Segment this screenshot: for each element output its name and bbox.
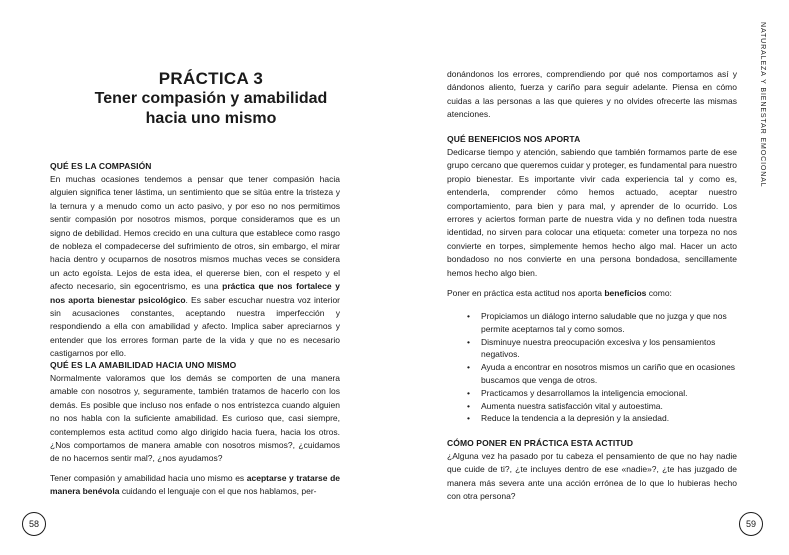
right-page: [395, 0, 789, 555]
section-continuation: [447, 68, 737, 122]
list-item: • Disminuye nuestra preocupación excesiva y los pensamientos negativos.: [463, 336, 737, 362]
continuation-body: donándonos los errores, comprendiendo por qué nos comportamos así y dándonos aliento, fuerza y cariño para seguir adelante. Piensa en cómo cuidas a las personas a las que quieres y no olvides ofrecerte las mismas atenciones.: [447, 69, 737, 120]
practice-title: [80, 68, 342, 129]
list-item: • Reduce la tendencia a la depresión y la ansiedad.: [463, 412, 737, 425]
left-page: [0, 0, 394, 555]
section-body-acceptance: Tener compasión y amabilidad hacia uno mismo es aceptarse y tratarse de manera benévola cuidando el lenguaje con el que nos hablamos, per-: [50, 473, 340, 497]
benefits-intro-text: Poner en práctica esta actitud nos aporta beneficios como:: [447, 288, 672, 298]
section-body-compassion: En muchas ocasiones tendemos a pensar que tener compasión hacia alguien significa tener lástima, un sentimiento que se sitúa entre la tristeza y la ternura y a menudo como un acto pasivo, y por eso no nos permitimos sentir compasión por nosotros mismos, porque consideramos que es un signo de debilidad. Hemos crecido en una cultura que establece como rasgo de nobleza el compadecerse del sufrimiento de otros, sin embargo, el mirar hacia dentro y ocuparnos de nosotros mismos muchas veces se considera un acto egoísta. Lejos de esta idea, el quererse bien, con el respeto y el afecto necesario, sin egocentrismo, es una práctica que nos fortalece y nos aporta bienestar psicológico. Es saber escuchar nuestra voz interior sin acusaciones constantes, aceptando nuestra imperfección y respondiendo a ella con amabilidad y afecto. Implica saber apreciarnos y entender que los errores forman parte de la vida y que no es necesario castigarnos por ello.: [50, 174, 340, 359]
list-item: • Ayuda a encontrar en nosotros mismos un cariño que en ocasiones buscamos que venga de otros.: [463, 361, 737, 387]
section-body-how-to: ¿Alguna vez ha pasado por tu cabeza el pensamiento de que no hay nadie que cuide de ti?, ¿te incluyes dentro de ese «nadie»?, ¿te has juzgado de manera más severa ante una acción errónea de lo que lo hubieras hecho con otra persona?: [447, 451, 737, 502]
practice-number: PRÁCTICA 3: [158, 69, 264, 88]
benefits-intro: [447, 287, 737, 300]
list-item: • Aumenta nuestra satisfacción vital y autoestima.: [463, 400, 737, 413]
page-number-right: 59: [739, 512, 763, 536]
list-item: • Propiciamos un diálogo interno saludable que no juzga y que nos permite aceptarnos tal y como somos.: [463, 310, 737, 336]
section-heading-kindness: QUÉ ES LA AMABILIDAD HACIA UNO MISMO: [50, 360, 237, 370]
list-item: • Practicamos y desarrollamos la inteligencia emocional.: [463, 387, 737, 400]
section-heading-how-to: CÓMO PONER EN PRÁCTICA ESTA ACTITUD: [447, 438, 634, 448]
page-number-left: 58: [22, 512, 46, 536]
section-body-benefits: Dedicarse tiempo y atención, sabiendo que también formamos parte de ese grupo cercano que queremos cuidar y proteger, es fundamental para nuestro propio bienestar. Es importante vivir cada experiencia tal y como es, entenderla, comprender cómo hemos actuado, aceptar nuestro comportamiento, para bien y para mal, y aprender de lo ocurrido. Los errores y aciertos forman parte de nuestra vida y no definen toda nuestra identidad, no sirven para colocar una etiqueta: cometer una torpeza no nos convierte en torpes, simplemente hemos hecho algo mal. Hacer un acto bondadoso no nos convierte en una persona bondadosa, sencillamente hemos hecho algo bien.: [447, 147, 737, 278]
practice-title-line-2: hacia uno mismo: [145, 110, 277, 127]
benefits-list: [447, 310, 737, 425]
section-heading-benefits: QUÉ BENEFICIOS NOS APORTA: [447, 134, 581, 144]
section-kindness: [50, 359, 340, 466]
section-benefits: [447, 133, 737, 280]
chapter-side-label: NATURALEZA Y BIENESTAR EMOCIONAL: [759, 22, 766, 188]
section-body-kindness: Normalmente valoramos que los demás se comporten de una manera amable con nosotros y, seguramente, también tratamos de hacerlo con los demás. Es posible que incluso nos enfade o nos entristezca cuando alguien no nos habla con la suficiente amabilidad. Es curioso que, casi siempre, contemplemos esta actitud como algo dirigido hacia fuera, hacia los otros. ¿Nos comportamos de manera amable con nosotros mismos?, ¿cuidamos de no hacernos sentir mal?, ¿nos ayudamos?: [50, 373, 340, 464]
section-acceptance: [50, 472, 340, 499]
section-heading-compassion: QUÉ ES LA COMPASIÓN: [50, 161, 152, 171]
practice-title-line-1: Tener compasión y amabilidad: [94, 90, 328, 107]
section-compassion: [50, 160, 340, 361]
section-how-to: [447, 437, 737, 504]
